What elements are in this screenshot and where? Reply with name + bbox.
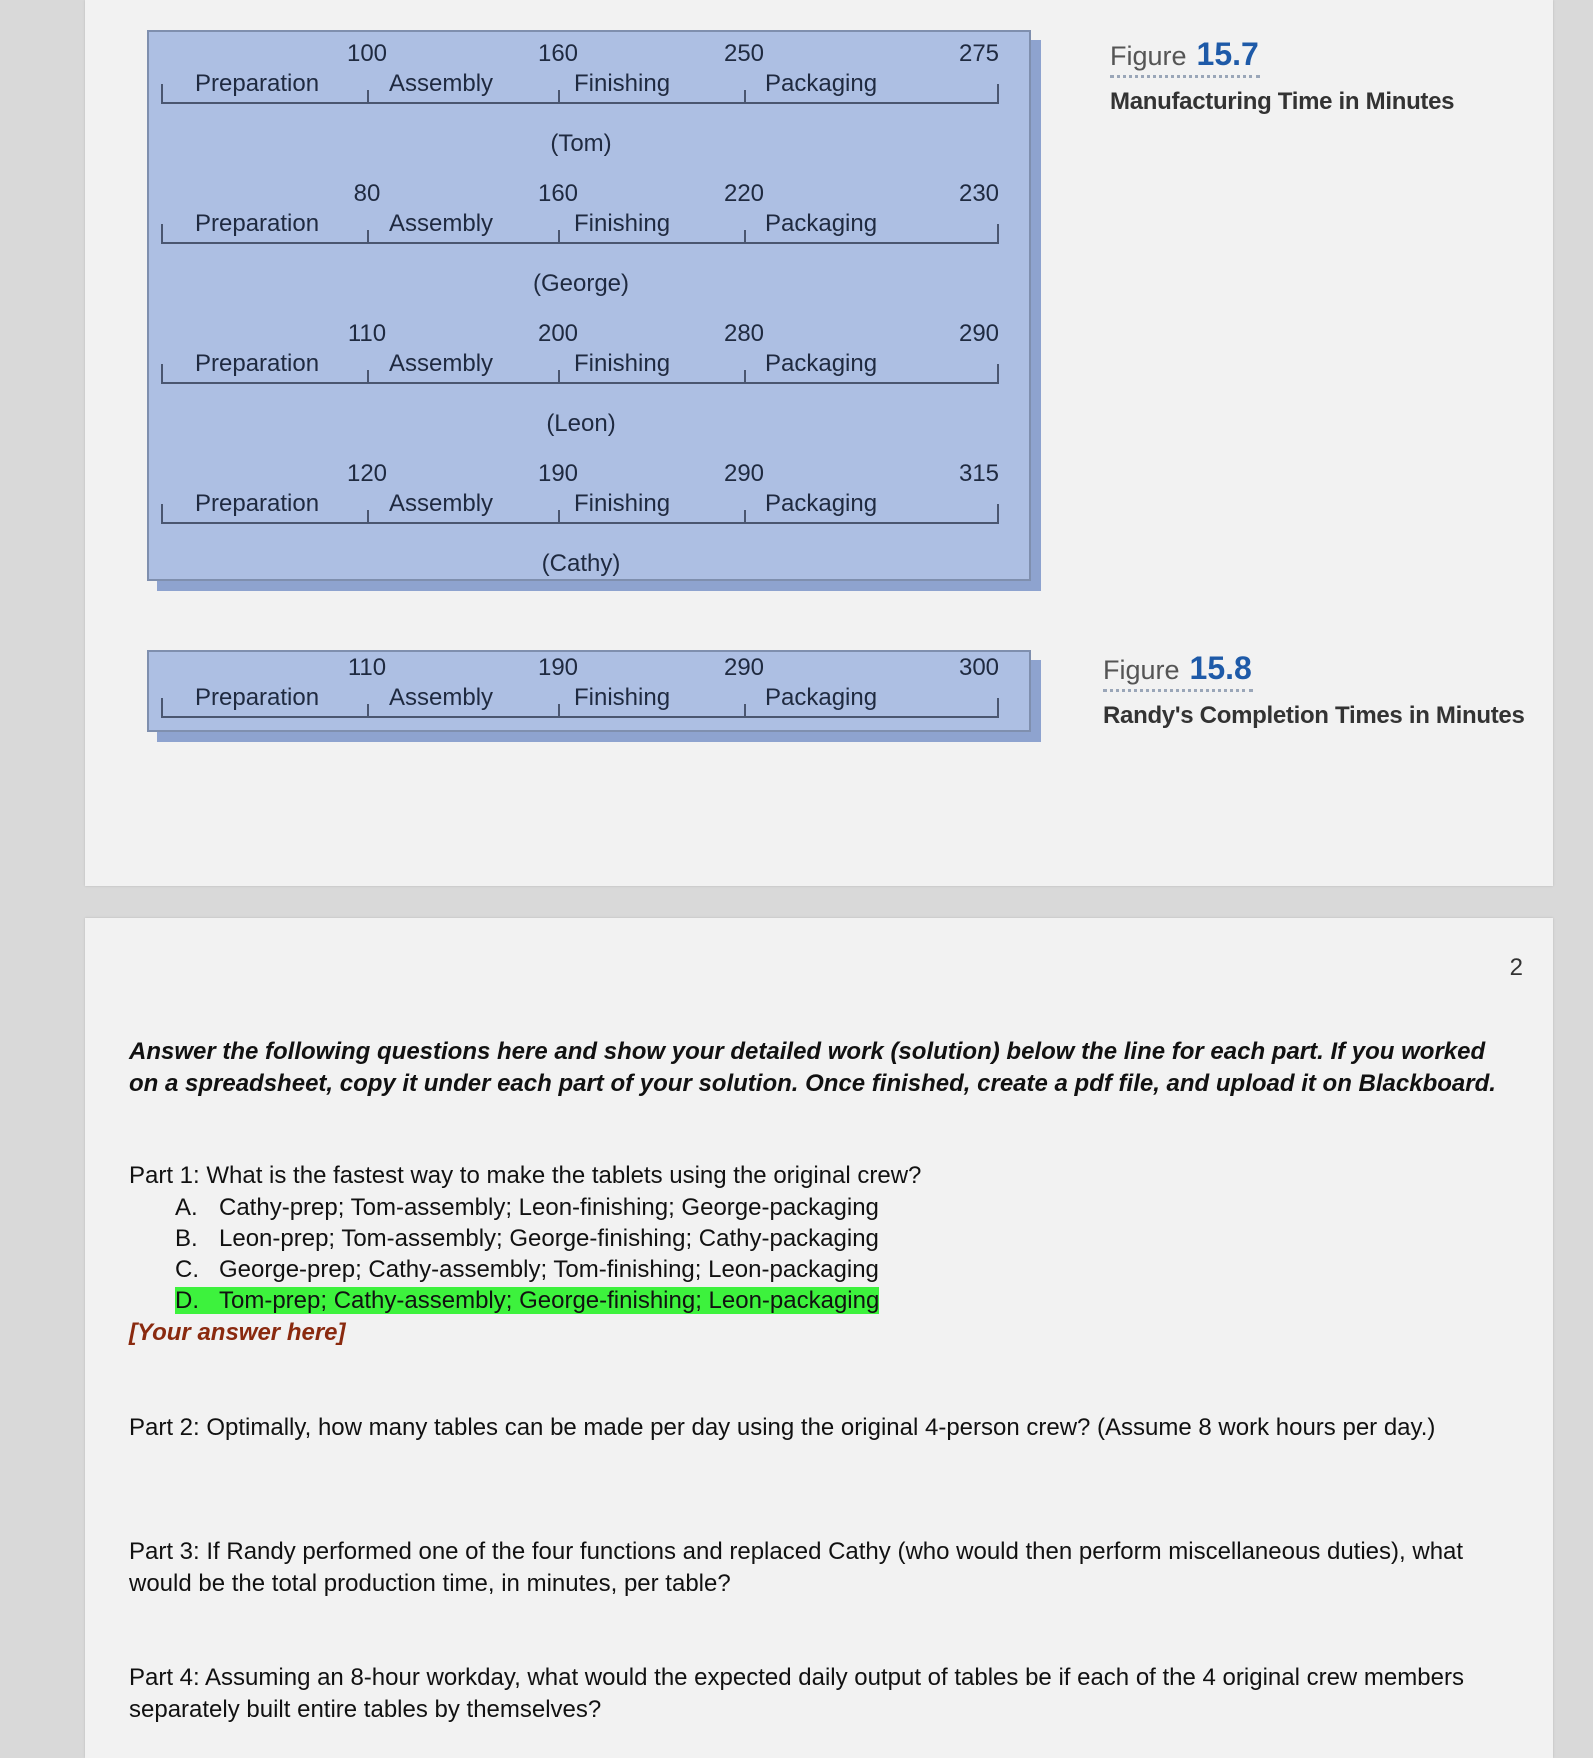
timeline-baseline [161,102,999,104]
figure-title: Randy's Completion Times in Minutes [1103,702,1525,729]
stage-label: Packaging [765,490,878,517]
timeline-tick [744,90,746,102]
timeline-tick [744,704,746,716]
caption-divider [1103,689,1253,692]
stage-label: Packaging [765,684,878,711]
option-d-selected[interactable] [175,1285,1519,1316]
stage-label: Preparation [195,490,320,517]
option-text: Tom-prep; Cathy-assembly; George-finishing; Leon-packaging [219,1287,880,1314]
timeline-end-cap [997,84,999,102]
stage-label: Preparation [195,210,320,237]
part-4-question: Part 4: Assuming an 8-hour workday, what would the expected daily output of tables be if each of the 4 original crew members separately built entire tables by themselves? [129,1664,1464,1723]
caption-divider [1110,75,1260,78]
time-value: 275 [958,40,1000,67]
time-value: 220 [723,180,765,207]
timeline-tick [558,90,560,102]
figure-label: Figure [1103,655,1180,685]
timeline-tick [744,510,746,522]
stage-label: Finishing [574,350,671,377]
option-letter: C. [175,1256,199,1283]
time-value: 290 [958,320,1000,347]
worker-name: (George) [532,270,630,297]
timeline-start-cap [161,364,163,382]
time-value: 100 [346,40,388,67]
timeline-cathy [161,460,1001,577]
time-value: 250 [723,40,765,67]
time-value: 190 [537,460,579,487]
figure-15-8-panel [147,650,1031,732]
option-letter: A. [175,1194,198,1221]
instructions: Answer the following questions here and show your detailed work (solution) below the line for each part. If you worked on a spreadsheet, copy it under each part of your solution. Once finished, create a pdf file, and upload it on Blackboard. [129,1038,1496,1097]
figure-15-7-panel [147,30,1031,581]
timeline-start-cap [161,504,163,522]
timeline-baseline [161,716,999,718]
stage-label: Assembly [389,684,494,711]
option-letter: B. [175,1225,198,1252]
timeline-tick [367,510,369,522]
option-a[interactable] [175,1192,1519,1223]
timeline-tick [744,230,746,242]
timeline-baseline [161,242,999,244]
option-text: Leon-prep; Tom-assembly; George-finishing; Cathy-packaging [219,1225,879,1252]
stage-label: Assembly [389,350,494,377]
timeline-end-cap [997,698,999,716]
timeline-george [161,180,1001,297]
figure-number: 15.8 [1189,650,1252,686]
time-value: 290 [723,654,765,681]
timeline-randy [161,654,1001,728]
part-1 [129,1160,1519,1350]
timeline-end-cap [997,364,999,382]
timeline-tick [558,230,560,242]
stage-label: Preparation [195,70,320,97]
part-1-options [129,1192,1519,1316]
figure-15-7-caption [1110,36,1454,116]
time-value: 110 [347,320,387,347]
timeline-start-cap [161,698,163,716]
worker-name: (Leon) [546,410,616,437]
stage-label: Preparation [195,350,320,377]
time-value: 315 [958,460,1000,487]
timeline-baseline [161,522,999,524]
time-value: 110 [347,654,387,681]
time-value: 290 [723,460,765,487]
time-value: 280 [723,320,765,347]
option-c[interactable] [175,1254,1519,1285]
figures-page [85,0,1553,886]
worker-name: (Tom) [550,130,612,157]
stage-label: Packaging [765,70,878,97]
timeline-end-cap [997,224,999,242]
time-value: 300 [958,654,1000,681]
stage-label: Preparation [195,684,320,711]
timeline-tom [161,40,1001,157]
figure-label: Figure [1110,41,1187,71]
timeline-end-cap [997,504,999,522]
timeline-tick [367,230,369,242]
time-value: 160 [537,180,579,207]
stage-label: Packaging [765,350,878,377]
part-1-answer[interactable]: [Your answer here] [129,1319,346,1346]
option-text: Cathy-prep; Tom-assembly; Leon-finishing; George-packaging [219,1194,879,1221]
timeline-tick [558,704,560,716]
worker-name: (Cathy) [541,550,621,577]
part-3-question: Part 3: If Randy performed one of the four functions and replaced Cathy (who would then perform miscellaneous duties), what would be the total production time, in minutes, per table? [129,1538,1464,1597]
figure-title: Manufacturing Time in Minutes [1110,88,1455,115]
stage-label: Finishing [574,490,671,517]
timeline-start-cap [161,84,163,102]
questions-page [85,918,1553,1758]
part-1-question: Part 1: What is the fastest way to make the tablets using the original crew? [129,1162,922,1189]
stage-label: Assembly [389,210,494,237]
option-b[interactable] [175,1223,1519,1254]
option-letter: D. [175,1287,199,1314]
time-value: 120 [346,460,388,487]
time-value: 160 [537,40,579,67]
page-number: 2 [1509,954,1523,981]
option-text: George-prep; Cathy-assembly; Tom-finishing; Leon-packaging [219,1256,879,1283]
stage-label: Assembly [389,70,494,97]
stage-label: Finishing [574,210,671,237]
timeline-tick [367,370,369,382]
timeline-start-cap [161,224,163,242]
stage-label: Packaging [765,210,878,237]
timeline-baseline [161,382,999,384]
timeline-tick [558,370,560,382]
part-2-question: Part 2: Optimally, how many tables can be made per day using the original 4-person crew? (Assume 8 work hours per day.) [129,1414,1436,1441]
stage-label: Finishing [574,684,671,711]
time-value: 80 [353,180,381,207]
timeline-tick [558,510,560,522]
time-value: 230 [958,180,1000,207]
timeline-tick [367,704,369,716]
timeline-leon [161,320,1001,437]
time-value: 200 [537,320,579,347]
stage-label: Assembly [389,490,494,517]
timeline-tick [744,370,746,382]
figure-15-8-caption [1103,650,1525,730]
time-value: 190 [537,654,579,681]
figure-number: 15.7 [1196,36,1259,72]
timeline-tick [367,90,369,102]
stage-label: Finishing [574,70,671,97]
